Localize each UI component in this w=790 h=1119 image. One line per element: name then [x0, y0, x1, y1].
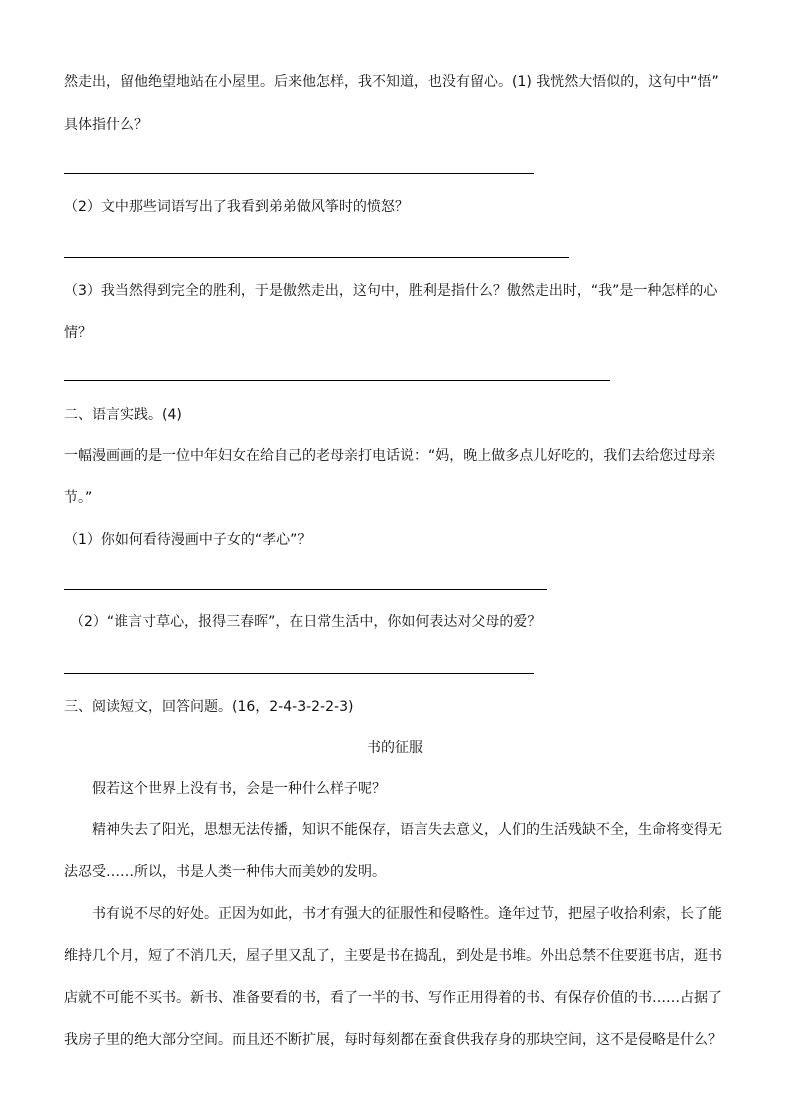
answer-line-2[interactable]	[64, 257, 569, 258]
article-paragraph-1: 假若这个世界上没有书，会是一种什么样子呢？	[92, 781, 386, 797]
section-2-question-2: （2）“谁言寸草心，报得三春晖”，在日常生活中，你如何表达对父母的爱？	[70, 614, 542, 630]
section-2-prompt: 一幅漫画画的是一位中年妇女在给自己的老母亲打电话说：“妈，晚上做多点儿好吃的，我们去给您过母亲	[64, 448, 716, 464]
section-2-heading: 二、语言实践。(4)	[64, 407, 182, 423]
answer-line-5[interactable]	[64, 673, 534, 674]
answer-line-1[interactable]	[64, 173, 534, 174]
article-paragraph-3: 书有说不尽的好处。正因为如此，书才有强大的征服性和侵略性。逢年过节，把屋子收拾利索，长了能	[92, 906, 722, 922]
section-2-question-1: （1）你如何看待漫画中子女的“孝心”？	[64, 532, 312, 548]
passage-end-line: 然走出，留他绝望地站在小屋里。后来他怎样，我不知道，也没有留心。(1) 我恍然大悟似的，这句中“悟”	[64, 74, 719, 90]
question-3: （3）我当然得到完全的胜利，于是傲然走出，这句中，胜利是指什么？傲然走出时，“我”是一种怎样的心	[64, 283, 718, 299]
section-2-prompt-continued: 节。”	[64, 490, 93, 506]
article-paragraph-3-line-3: 店就不可能不买书。新书、准备要看的书，看了一半的书、写作正用得着的书、有保存价值的书……占据了	[64, 990, 722, 1006]
question-2: （2）文中那些词语写出了我看到弟弟做风筝时的愤怒？	[64, 199, 409, 215]
article-paragraph-3-line-4: 我房子里的绝大部分空间。而且还不断扩展，每时每刻都在蚕食供我存身的那块空间，这不是侵略是什么？	[64, 1032, 722, 1048]
section-3-heading: 三、阅读短文，回答问题。(16，2-4-3-2-2-3)	[64, 699, 354, 715]
article-title: 书的征服	[367, 740, 423, 756]
answer-line-4[interactable]	[64, 589, 547, 590]
article-paragraph-2: 精神失去了阳光，思想无法传播，知识不能保存，语言失去意义，人们的生活残缺不全，生命将变得无	[92, 822, 722, 838]
question-3-continued: 情？	[64, 325, 92, 341]
question-1-continued: 具体指什么？	[64, 117, 148, 133]
article-paragraph-2-continued: 法忍受……所以，书是人类一种伟大而美妙的发明。	[64, 864, 386, 880]
answer-line-3[interactable]	[64, 380, 610, 381]
article-paragraph-3-line-2: 维持几个月，短了不消几天，屋子里又乱了，主要是书在捣乱，到处是书堆。外出总禁不住要逛书店，逛书	[64, 948, 722, 964]
